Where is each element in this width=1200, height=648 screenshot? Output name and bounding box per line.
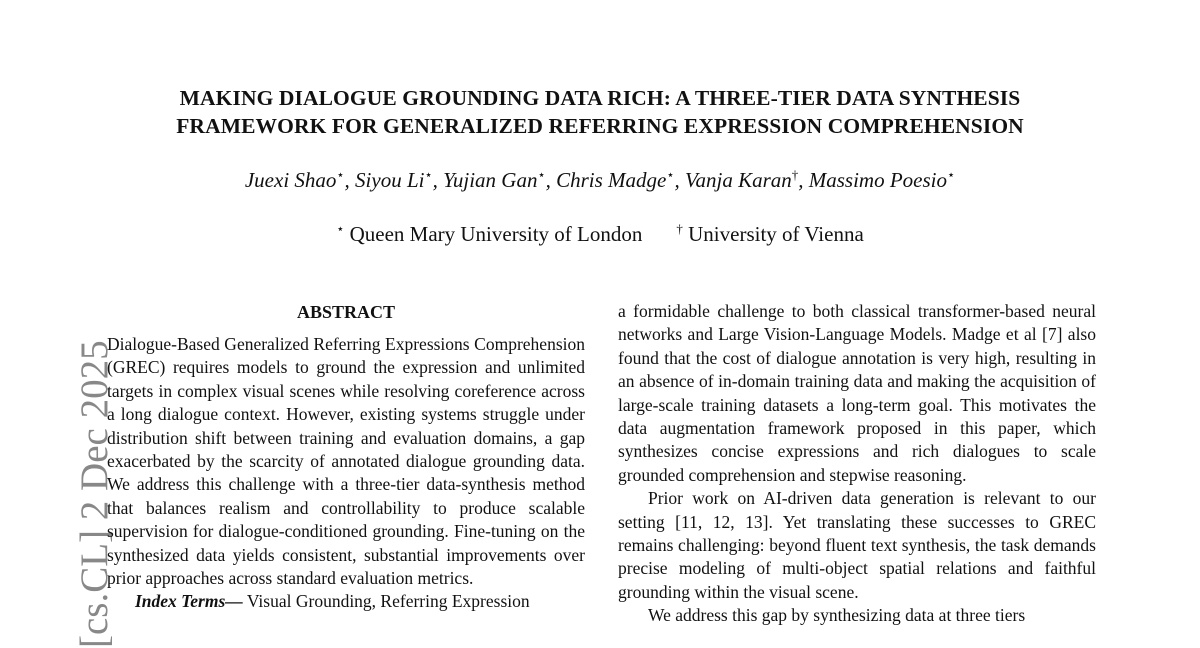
affiliation-mark: ⋆	[537, 167, 546, 182]
affiliation-mark: †	[676, 221, 683, 236]
author-name: Massimo Poesio	[808, 168, 947, 192]
body-paragraph: Prior work on AI-driven data generation is relevant to our setting [11, 12, 13]. Yet translating these successes to GREC remains challenging: beyond fluent text synthesis, the task demands precise modeling of multi-object spatial relations and faithful grounding within the visual scene.	[618, 488, 1096, 602]
title-line-1: MAKING DIALOGUE GROUNDING DATA RICH: A THREE-TIER DATA SYNTHESIS	[179, 86, 1021, 110]
right-column	[618, 300, 1096, 628]
affiliation-mark: ⋆	[947, 167, 956, 182]
affiliation-mark: †	[791, 167, 799, 182]
affiliation-mark: ⋆	[666, 167, 675, 182]
abstract-heading: ABSTRACT	[296, 302, 396, 322]
author-name: Siyou Li	[355, 168, 425, 192]
affiliation-list	[0, 221, 1200, 247]
affiliation-name: University of Vienna	[688, 222, 864, 246]
left-column	[107, 300, 585, 614]
author-name: Yujian Gan	[443, 168, 538, 192]
abstract-body: Dialogue-Based Generalized Referring Expressions Comprehension (GREC) requires models to ground the expression and unlimited targets in complex visual scenes while resolving coreference across a long dialogue context. However, existing systems struggle under distribution shift between training and evaluation domains, a gap exacerbated by the scarcity of annotated dialogue grounding data. We address this challenge with a three-tier data-synthesis method that balances realism and controllability to produce scalable supervision for dialogue-conditioned grounding. Fine-tuning on the synthesized data yields consistent, substantial improvements over prior approaches across standard evaluation metrics.	[107, 334, 585, 589]
affiliation-mark: ⋆	[424, 167, 433, 182]
index-terms-label: Index Terms—	[135, 591, 243, 612]
arxiv-stamp: [cs.CL] 2 Dec 2025	[73, 340, 116, 648]
affiliation-mark: ⋆	[336, 221, 345, 236]
author-name: Chris Madge	[556, 168, 667, 192]
index-terms-text: Visual Grounding, Referring Expression	[246, 591, 530, 612]
author-list: Juexi Shao⋆, Siyou Li⋆, Yujian Gan⋆, Chris Madge⋆, Vanja Karan†, Massimo Poesio⋆	[244, 167, 956, 192]
arxiv-sidebar	[10, 340, 116, 648]
index-terms	[107, 590, 585, 613]
affiliation-mark: ⋆	[336, 167, 345, 182]
paper-title	[0, 84, 1200, 140]
title-line-2: FRAMEWORK FOR GENERALIZED REFERRING EXPRESSION COMPREHENSION	[176, 114, 1024, 138]
body-paragraph: a formidable challenge to both classical transformer-based neural networks and Large Vision-Language Models. Madge et al [7] also found that the cost of dialogue annotation is very high, resulting in an absence of in-domain training data and making the acquisition of large-scale training datasets a long-term goal. This motivates the data augmentation framework proposed in this paper, which synthesizes concise expressions and rich dialogues to scale grounded comprehension and stepwise reasoning.	[618, 301, 1096, 485]
body-paragraph: We address this gap by synthesizing data at three tiers	[648, 605, 1026, 626]
author-name: Juexi Shao	[244, 168, 337, 192]
author-name: Vanja Karan	[684, 168, 792, 192]
affiliation-name: Queen Mary University of London	[349, 222, 643, 246]
